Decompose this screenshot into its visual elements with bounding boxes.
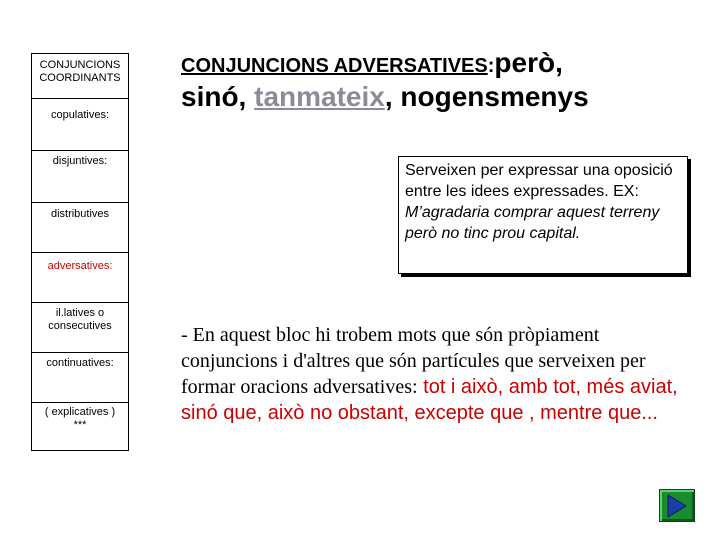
explanation-intro: - En aquest bloc hi trobem mots que són pròpiament conjuncions i d'altres que són partícules que serveixen per formar oracions adversatives: (181, 324, 646, 398)
sidebar-item-continuatives[interactable] (32, 353, 128, 403)
sidebar-item-label: continuatives: (46, 357, 114, 369)
sidebar-item-label: disjuntives: (52, 155, 108, 167)
title-word-nogensmenys: , nogensmenys (384, 81, 589, 112)
explanation-paragraph (181, 322, 681, 426)
sidebar-item-illatives[interactable] (32, 303, 128, 353)
definition-text: Serveixen per expressar una oposició entre les idees expressades. (405, 162, 673, 200)
title-word-pero: però, (494, 47, 563, 78)
sidebar-item-label-line2: *** (73, 419, 87, 431)
title-prefix: CONJUNCIONS ADVERSATIVES (181, 55, 488, 77)
play-next-icon (666, 494, 688, 518)
sidebar-item-label-line1: ( explicatives ) (44, 406, 116, 418)
sidebar-title-line1: CONJUNCIONS (39, 59, 121, 71)
example-text: M’agradaria comprar aquest terreny però no tinc prou capital. (405, 204, 660, 242)
sidebar-item-copulatives[interactable] (32, 99, 128, 151)
sidebar-item-label: copulatives: (50, 109, 110, 121)
sidebar-item-adversatives[interactable] (32, 253, 128, 303)
sidebar-menu (31, 53, 129, 451)
example-label: EX: (613, 183, 639, 200)
title-colon: : (487, 55, 495, 77)
title-word-sino: sinó, (181, 81, 247, 112)
sidebar-title-line2: COORDINANTS (39, 72, 121, 84)
sidebar-item-label-line1: il.latives o (55, 307, 105, 319)
page-title (181, 47, 701, 113)
sidebar-item-label: adversatives: (47, 260, 113, 272)
sidebar-item-explicatives[interactable] (32, 403, 128, 448)
conjunction-list: tot i això, amb tot, més aviat, sinó que, això no obstant, excepte que , mentre que... (181, 376, 678, 424)
next-slide-button[interactable] (659, 489, 695, 522)
title-link-tanmateix[interactable]: tanmateix (254, 81, 385, 112)
sidebar-item-label-line2: consecutives (48, 320, 112, 332)
sidebar-item-distributives[interactable] (32, 203, 128, 253)
definition-box (398, 156, 688, 274)
sidebar-item-disjuntives[interactable] (32, 151, 128, 203)
title-line2 (181, 81, 701, 113)
sidebar-item-label: distributives (50, 208, 110, 220)
sidebar-title (32, 57, 128, 99)
